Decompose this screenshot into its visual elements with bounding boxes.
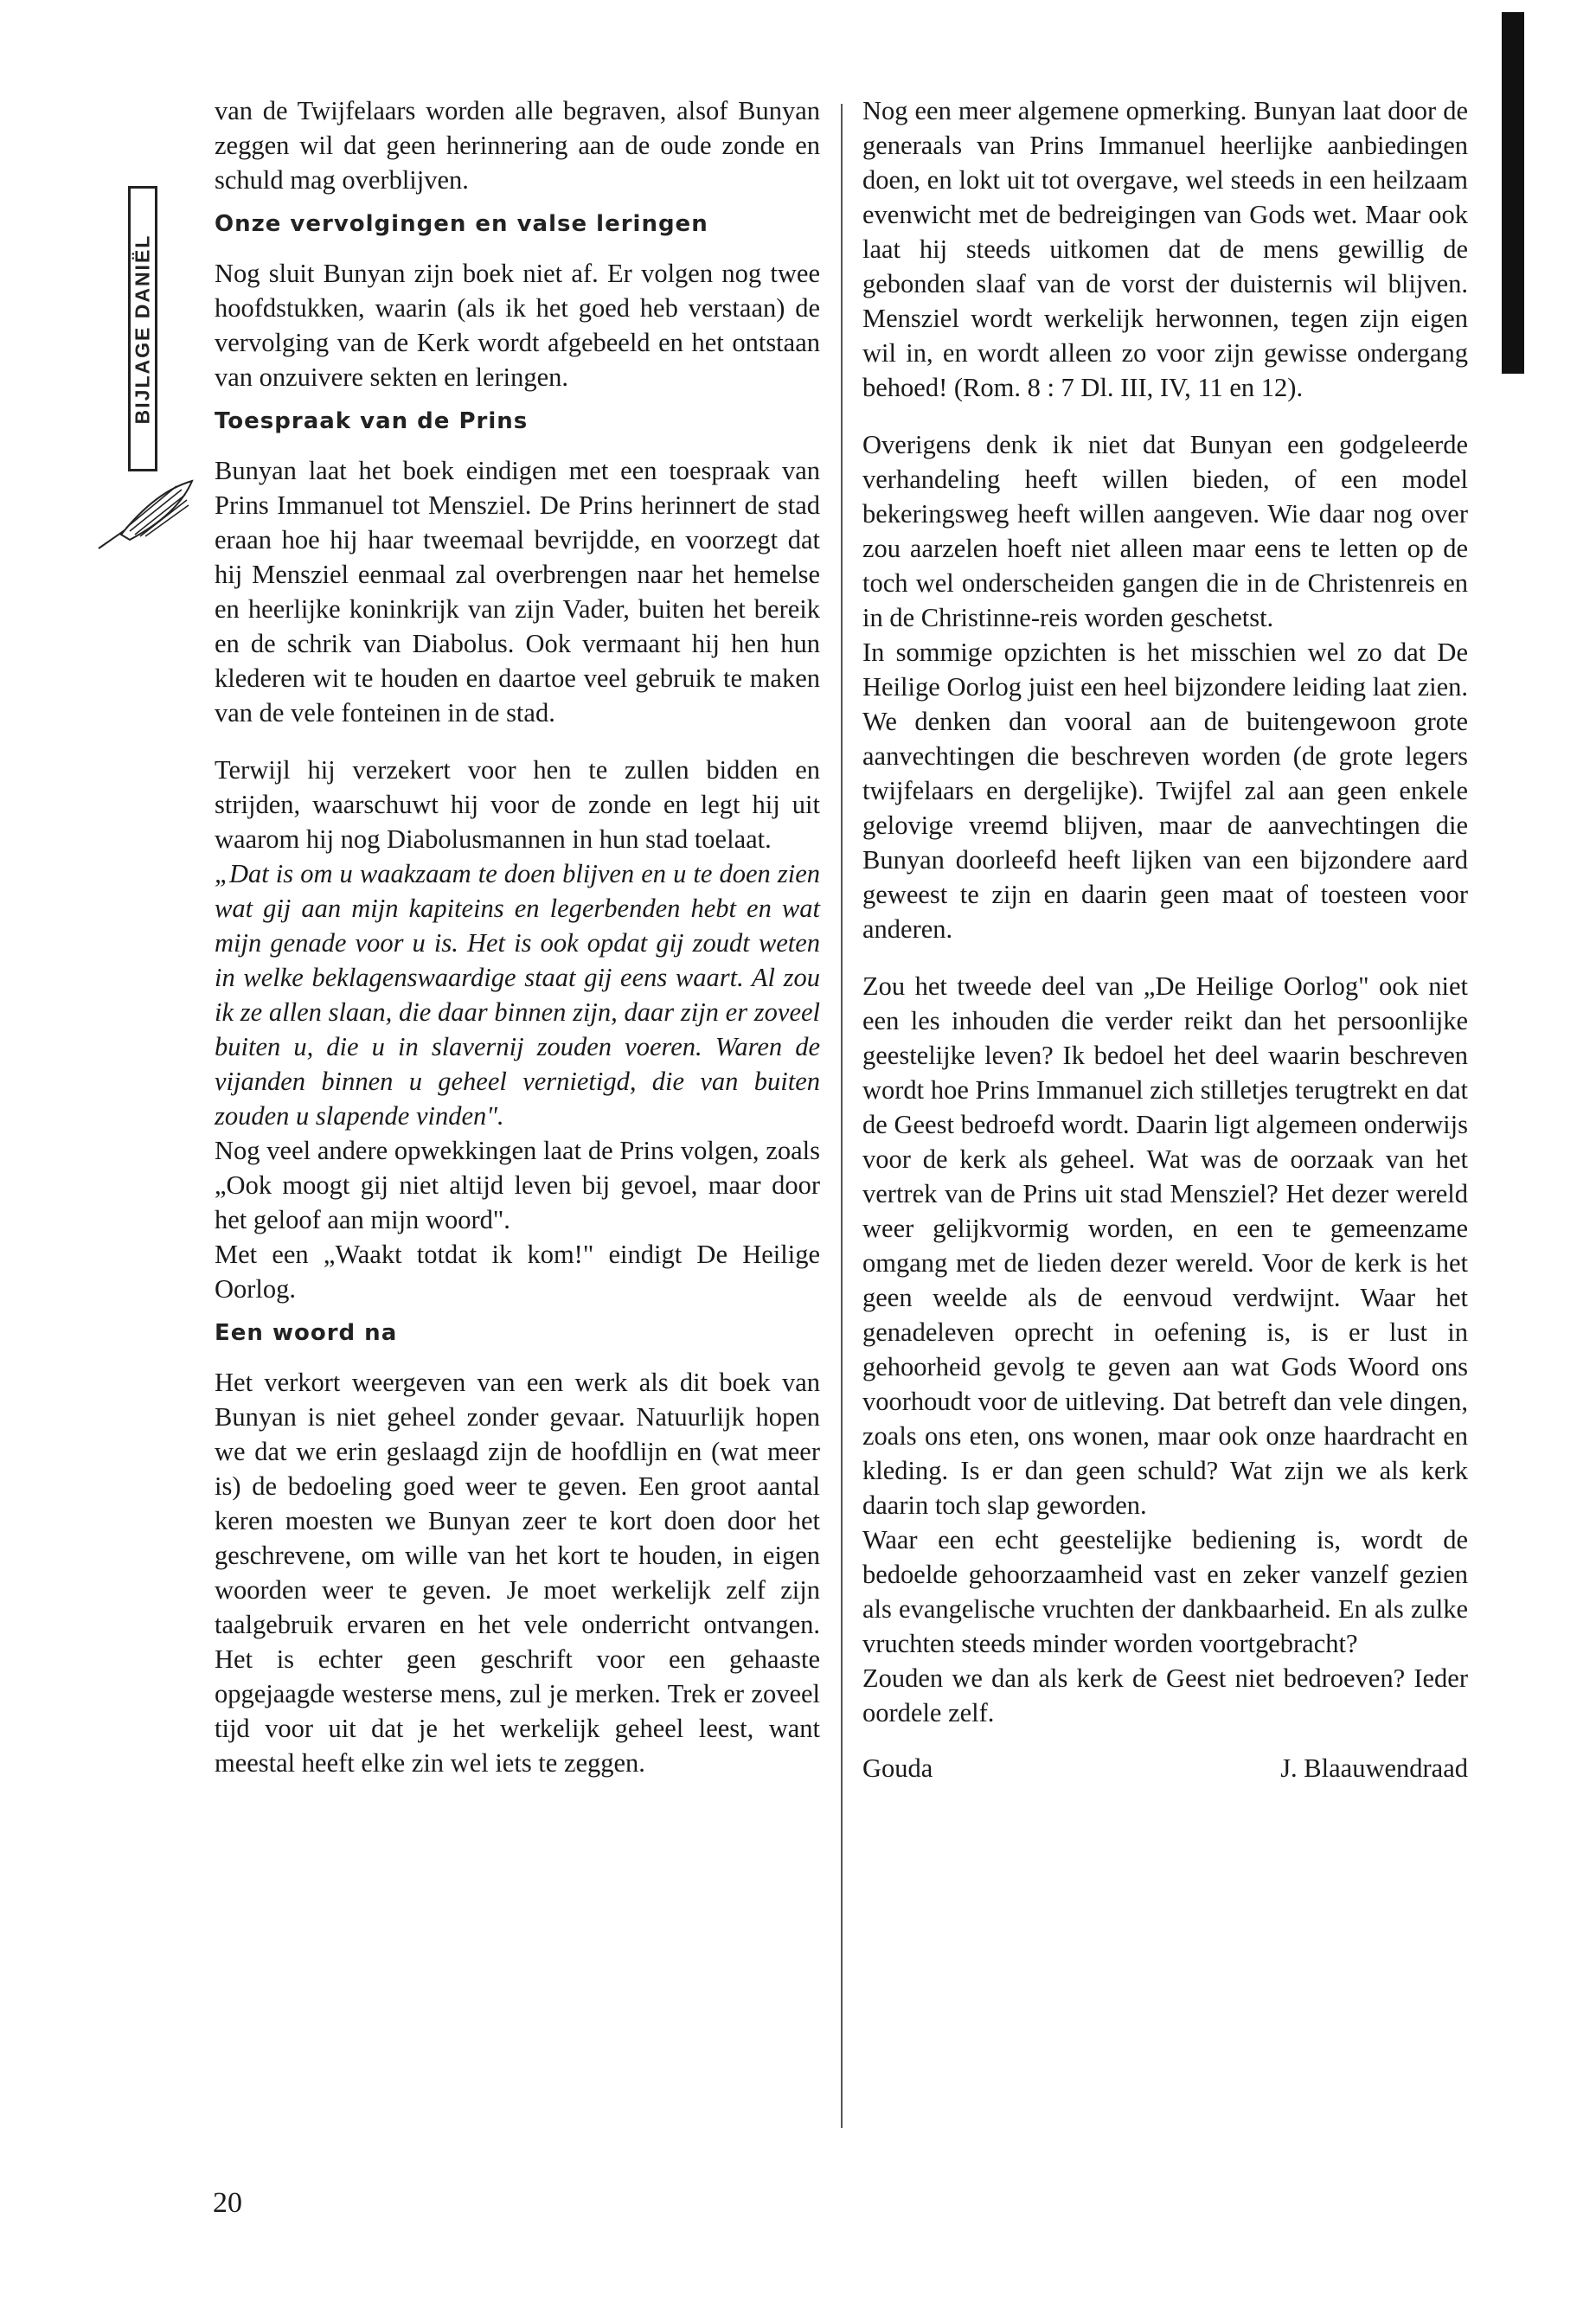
paragraph: Nog een meer algemene opmerking. Bunyan laat door de generaals van Prins Immanuel heerlijke aanbiedingen doen, en lokt uit tot overgave, wel steeds in een heilzaam evenwicht met de bedreigingen van Gods wet. Maar ook laat hij steeds uitkomen dat de mens gewillig de gebonden slaaf van de vorst der duisternis wil blijven. Mensziel wordt werkelijk herwonnen, tegen zijn eigen wil in, en wordt alleen zo voor zijn gewisse ondergang behoed! (Rom. 8 : 7 Dl. III, IV, 11 en 12).	[862, 96, 1468, 402]
paragraph: In sommige opzichten is het misschien wel zo dat De Heilige Oorlog juist een heel bijzondere leiding laat zien. We denken dan vooral aan de buitengewoon grote aanvechtingen die beschreven worden (de grote legers twijfelaars en dergelijke). Twijfel zal aan geen enkele gelovige vreemd blijven, maar de aanvechtingen die Bunyan doorleefd heeft lijken van een bijzondere aard geweest te zijn en daarin geen maat of toesteen voor anderen.	[862, 638, 1468, 944]
signature-line	[862, 1751, 1468, 1785]
column-divider	[841, 104, 843, 2128]
section-heading: Een woord na	[215, 1320, 398, 1346]
right-column	[862, 93, 1468, 1785]
paragraph: Nog sluit Bunyan zijn boek niet af. Er volgen nog twee hoofdstukken, waarin (als ik het goed heb verstaan) de vervolging van de Kerk wordt afgebeeld en het ontstaan van onzuivere sekten en leringen.	[215, 259, 820, 392]
section-heading: Onze vervolgingen en valse leringen	[215, 211, 708, 237]
place: Gouda	[862, 1753, 933, 1783]
page-number: 20	[213, 2187, 242, 2219]
paragraph: Het verkort weergeven van een werk als dit boek van Bunyan is niet geheel zonder gevaar. Natuurlijk hopen we dat we erin geslaagd zijn de hoofdlijn en (wat meer is) de bedoeling goed weer te geven. Een groot aantal keren moesten we Bunyan zeer te kort doen door het geschrevene, om wille van het kort te houden, in eigen woorden weer te geven. Je moet werkelijk zelf zijn taalgebruik ervaren en het vele onderricht ontvangen. Het is echter geen geschrift voor een gehaaste opgejaagde westerse mens, zul je merken. Trek er zoveel tijd voor uit dat je het werkelijk geheel leest, want meestal heeft elke zin wel iets te zeggen.	[215, 1368, 820, 1778]
paragraph: Met een „Waakt totdat ik kom!" eindigt De Heilige Oorlog.	[215, 1240, 820, 1304]
page-edge-bar	[1502, 12, 1524, 374]
section-heading: Toespraak van de Prins	[215, 408, 529, 434]
paragraph: Zou het tweede deel van „De Heilige Oorlog" ook niet een les inhouden die verder reikt dan het persoonlijke geestelijke leven? Ik bedoel het deel waarin beschreven wordt hoe Prins Immanuel zich stilletjes terugtrekt en dat de Geest bedroefd wordt. Daarin ligt algemeen onderwijs voor de kerk als geheel. Wat was de oorzaak van het vertrek van de Prins uit stad Mensziel? Het dezer wereld weer gelijkvormig worden, en een te gemeenzame omgang met de lieden dezer wereld. Voor de kerk is het geen weelde als de eenvoud verdwijnt. Waar het genadeleven oprecht in oefening is, is er lust in gehoorheid gevolg te geven aan wat Gods Woord ons voorhoudt voor de uitleving. Dat betreft dan vele dingen, zoals ons eten, ons wonen, maar ook onze haardracht en kleding. Is er dan geen schuld? Wat zijn we als kerk daarin toch slap geworden.	[862, 971, 1468, 1520]
paragraph: Waar een echt geestelijke bediening is, wordt de bedoelde gehoorzaamheid vast en zeker vanzelf gezien als evangelische vruchten der dankbaarheid. En als zulke vruchten steeds minder worden voortgebracht?	[862, 1525, 1468, 1658]
quill-icon	[95, 474, 197, 552]
paragraph: Zouden we dan als kerk de Geest niet bedroeven? Ieder oordele zelf.	[862, 1663, 1468, 1727]
section-tab-label: BIJLAGE DANIËL	[131, 234, 154, 424]
paragraph: Terwijl hij verzekert voor hen te zullen bidden en strijden, waarschuwt hij voor de zonde en legt hij uit waarom hij nog Diabolusmannen in hun stad toelaat.	[215, 755, 820, 854]
author: J. Blaauwendraad	[1280, 1753, 1468, 1783]
section-tab	[128, 186, 157, 471]
paragraph: van de Twijfelaars worden alle begraven, alsof Bunyan zeggen wil dat geen herinnering aan de oude zonde en schuld mag overblijven.	[215, 96, 820, 195]
left-column	[215, 93, 820, 1780]
quotation: „Dat is om u waakzaam te doen blijven en u te doen zien wat gij aan mijn kapiteins en legerbenden hebt en wat mijn genade voor u is. Het is ook opdat gij zoudt weten in welke beklagenswaardige staat gij eens waart. Al zou ik ze allen slaan, die daar binnen zijn, daar zijn er zoveel buiten u, die u in slavernij zouden voeren. Waren de vijanden binnen u geheel vernietigd, die van buiten zouden u slapende vinden".	[215, 859, 820, 1131]
paragraph: Bunyan laat het boek eindigen met een toespraak van Prins Immanuel tot Mensziel. De Prins herinnert de stad eraan hoe hij haar tweemaal bevrijdde, en voorzegt dat hij Mensziel eenmaal zal overbrengen naar het hemelse en heerlijke koninkrijk van zijn Vader, buiten het bereik en de schrik van Diabolus. Ook vermaant hij hen hun klederen wit te houden en daartoe veel gebruik te maken van de vele fonteinen in de stad.	[215, 456, 820, 727]
paragraph: Nog veel andere opwekkingen laat de Prins volgen, zoals „Ook moogt gij niet altijd leven bij gevoel, maar door het geloof aan mijn woord".	[215, 1136, 820, 1234]
paragraph: Overigens denk ik niet dat Bunyan een godgeleerde verhandeling heeft willen bieden, of een model bekeringsweg heeft willen aangeven. Wie daar nog over zou aarzelen hoeft niet alleen maar eens te letten op de toch wel onderscheiden gangen die in de Christenreis en in de Christinne-reis worden geschetst.	[862, 430, 1468, 632]
